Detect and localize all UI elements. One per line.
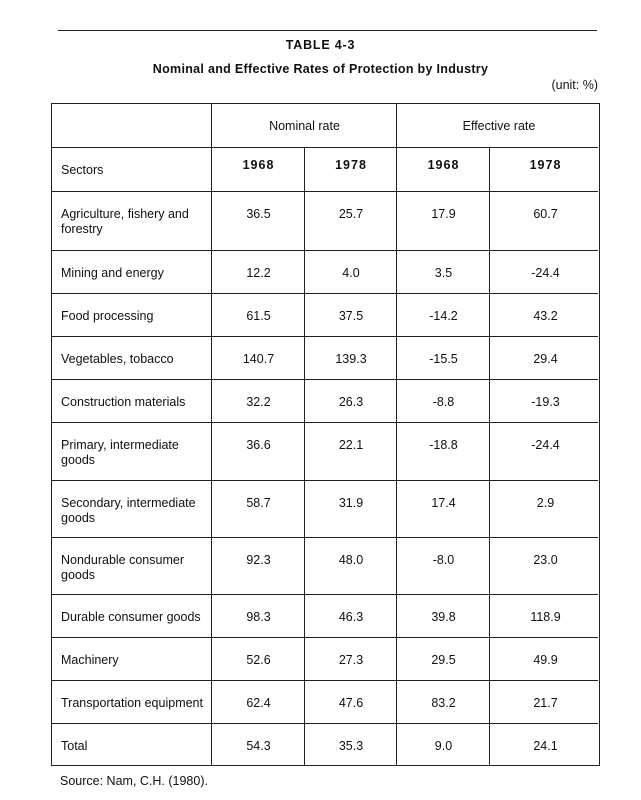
row-divider [52, 537, 598, 538]
top-rule [58, 30, 597, 31]
sector-label: Nondurable consumer goods [61, 553, 184, 582]
table-cell: 62.4 [246, 696, 271, 710]
sector-label: Construction materials [61, 395, 186, 409]
year-header: 1978 [529, 158, 562, 172]
table-cell: -14.2 [429, 309, 458, 323]
table-cell: 58.7 [246, 496, 271, 510]
table-cell: 60.7 [533, 207, 558, 221]
table-cell: 4.0 [342, 266, 360, 280]
sector-label: Primary, intermediate goods [61, 438, 179, 467]
table-cell: 36.6 [246, 438, 271, 452]
sector-label: Transportation equipment [61, 696, 203, 710]
table-cell: 140.7 [242, 352, 275, 366]
table-cell: -19.3 [531, 395, 560, 409]
year-header: 1978 [335, 158, 367, 172]
table-cell: -8.0 [432, 553, 455, 567]
table-cell: 2.9 [536, 496, 555, 510]
table-cell: 46.3 [338, 610, 364, 624]
sector-label: Machinery [61, 653, 119, 667]
table-cell: 37.5 [338, 309, 364, 323]
row-divider [52, 293, 598, 294]
unit-note: (unit: %) [551, 78, 598, 92]
table-cell: 54.3 [246, 739, 271, 753]
column-divider [304, 147, 305, 766]
table-cell: -24.4 [531, 266, 560, 280]
table-cell: 32.2 [246, 395, 271, 409]
table-cell: 61.5 [246, 309, 271, 323]
rates-table [51, 103, 600, 766]
sector-label: Secondary, intermediate goods [61, 496, 196, 525]
row-divider [52, 191, 598, 192]
table-cell: 52.6 [246, 653, 271, 667]
table-cell: 3.5 [434, 266, 453, 280]
sector-label: Total [61, 739, 88, 753]
table-number: TABLE 4-3 [285, 38, 356, 52]
table-cell: 17.4 [431, 496, 456, 510]
table-cell: 118.9 [530, 610, 561, 624]
table-cell: 92.3 [246, 553, 271, 567]
row-divider [52, 637, 598, 638]
sector-label: Mining and energy [61, 266, 164, 280]
table-cell: 49.9 [533, 653, 558, 667]
row-divider [52, 379, 598, 380]
table-cell: 98.3 [246, 610, 271, 624]
table-cell: -24.4 [531, 438, 560, 452]
group-header: Effective rate [462, 119, 536, 133]
table-cell: 12.2 [246, 266, 271, 280]
group-header: Nominal rate [269, 119, 340, 133]
source-note: Source: Nam, C.H. (1980). [60, 774, 208, 788]
row-divider [52, 147, 598, 148]
table-cell: 83.2 [431, 696, 456, 710]
sector-label: Agriculture, fishery and forestry [61, 207, 189, 236]
table-cell: 25.7 [338, 207, 364, 221]
sectors-header: Sectors [61, 163, 104, 177]
row-divider [52, 594, 598, 595]
table-cell: 36.5 [246, 207, 271, 221]
table-cell: 23.0 [533, 553, 558, 567]
row-divider [52, 250, 598, 251]
sector-label: Durable consumer goods [61, 610, 201, 624]
table-cell: 26.3 [338, 395, 364, 409]
table-cell: 27.3 [338, 653, 364, 667]
column-divider [489, 147, 490, 766]
table-cell: 39.8 [431, 610, 456, 624]
table-cell: 17.9 [431, 207, 456, 221]
table-cell: 139.3 [335, 352, 367, 366]
sector-label: Vegetables, tobacco [61, 352, 174, 366]
table-cell: 31.9 [338, 496, 364, 510]
year-header: 1968 [427, 158, 460, 172]
table-cell: 21.7 [533, 696, 558, 710]
table-cell: -8.8 [432, 395, 455, 409]
table-cell: 29.5 [431, 653, 456, 667]
table-cell: 43.2 [533, 309, 558, 323]
sector-label: Food processing [61, 309, 154, 323]
row-divider [52, 422, 598, 423]
row-divider [52, 336, 598, 337]
table-cell: 29.4 [533, 352, 558, 366]
row-divider [52, 723, 598, 724]
table-cell: 22.1 [338, 438, 364, 452]
table-cell: 24.1 [533, 739, 558, 753]
table-cell: 47.6 [338, 696, 364, 710]
row-divider [52, 680, 598, 681]
table-cell: -15.5 [429, 352, 458, 366]
table-title: Nominal and Effective Rates of Protection by Industry [152, 62, 489, 76]
table-cell: 9.0 [434, 739, 453, 753]
table-cell: 48.0 [338, 553, 364, 567]
table-cell: -18.8 [429, 438, 458, 452]
row-divider [52, 480, 598, 481]
table-cell: 35.3 [338, 739, 364, 753]
year-header: 1968 [242, 158, 275, 172]
